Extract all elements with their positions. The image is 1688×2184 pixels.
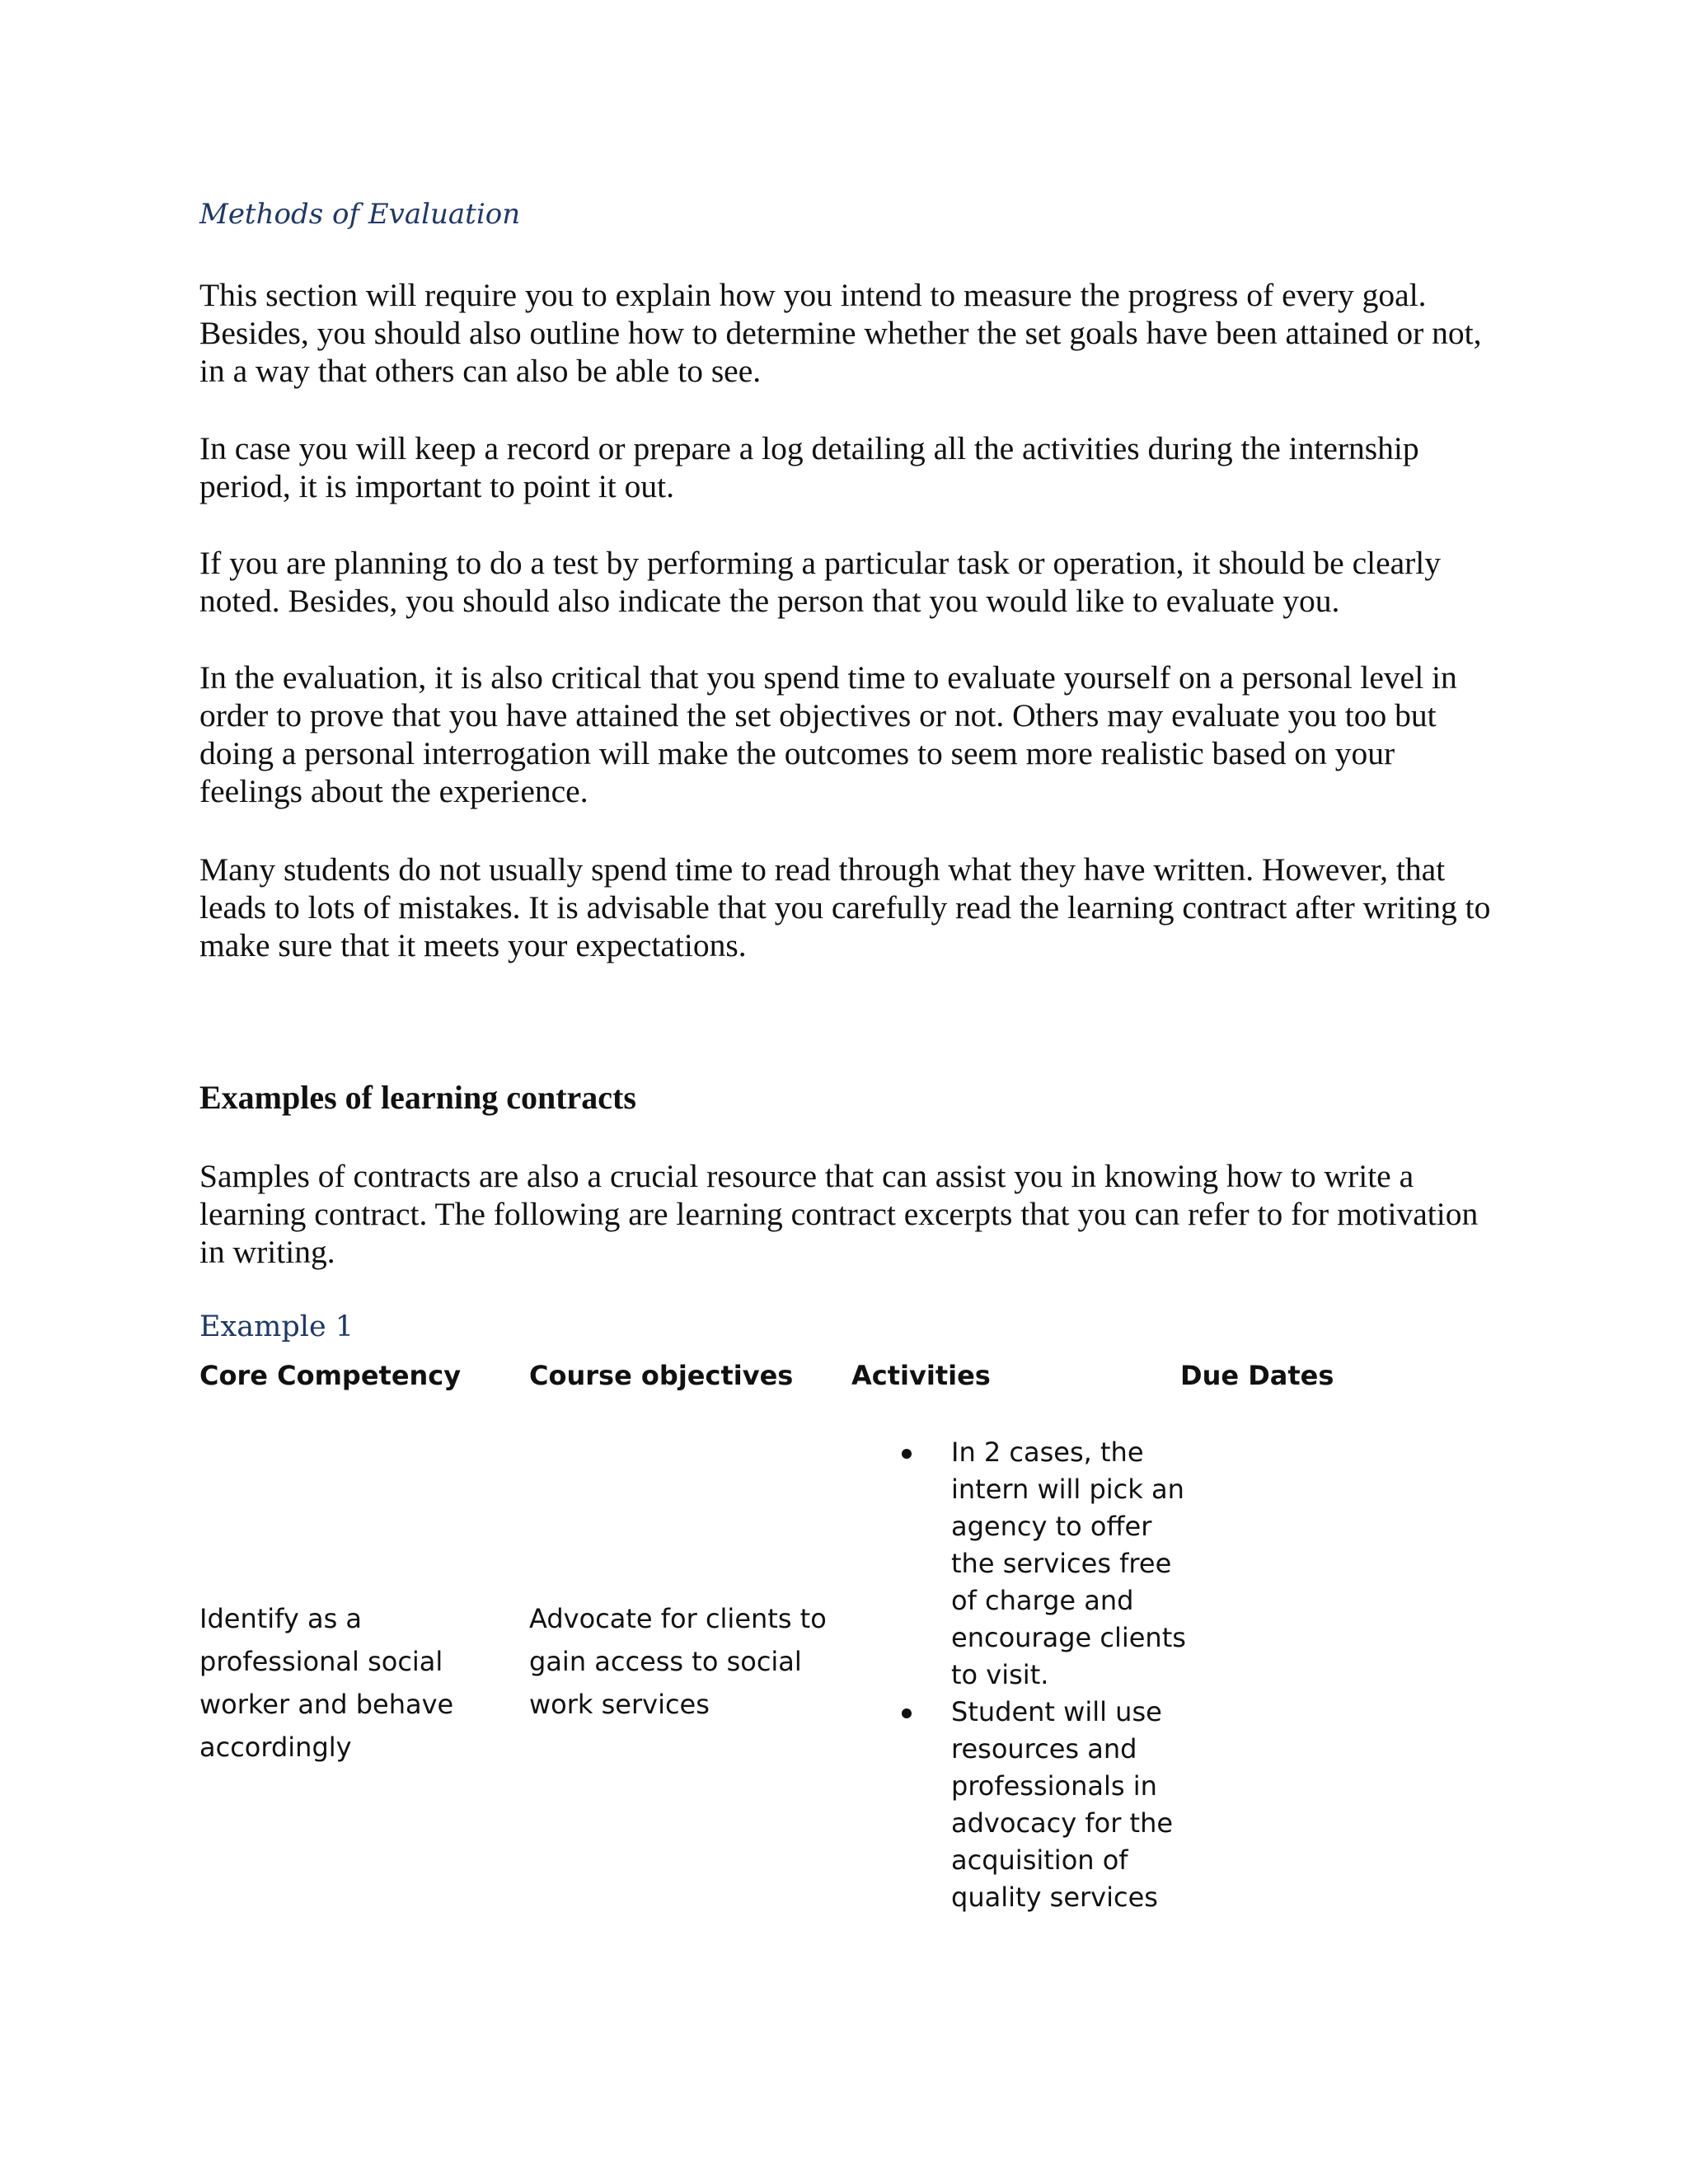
examples-heading: Examples of learning contracts [199, 1079, 636, 1116]
bullet-icon [902, 1708, 912, 1718]
activity-text: Student will use resources and professionals in advocacy for the acquisition of quality services [951, 1696, 1174, 1913]
activity-item [890, 1694, 1187, 1916]
header-due-dates: Due Dates [1180, 1360, 1334, 1391]
activity-text: In 2 cases, the intern will pick an agency to offer the services free of charge and encourage clients to visit. [951, 1436, 1186, 1690]
activities-list [890, 1434, 1187, 1916]
paragraph-keep-record: In case you will keep a record or prepare a log detailing all the activities during the internship period, it is important to point it out. [199, 430, 1419, 504]
cell-course-objective: Advocate for clients to gain access to social work services [529, 1603, 827, 1720]
header-activities: Activities [851, 1360, 991, 1391]
header-core-competency: Core Competency [199, 1360, 462, 1391]
paragraph-test-task: If you are planning to do a test by performing a particular task or operation, it should be clearly noted. Besides, you should also indicate the person that you would like to evaluate you. [199, 545, 1442, 619]
cell-core-competency: Identify as a professional social worker and behave accordingly [199, 1603, 454, 1763]
paragraph-proofread: Many students do not usually spend time to read through what they have written. However, that leads to lots of mistakes. It is advisable that you carefully read the learning contract after writing to make sure that it meets your expectations. [199, 851, 1491, 963]
methods-of-evaluation-heading: Methods of Evaluation [199, 198, 521, 231]
bullet-icon [902, 1449, 912, 1459]
activity-item [890, 1434, 1187, 1694]
paragraph-measure-progress: This section will require you to explain how you intend to measure the progress of every goal. Besides, you should also outline how to determine whether the set goals have been attained or not, in a way that others can also be able to see. [199, 277, 1482, 389]
header-course-objectives: Course objectives [529, 1360, 794, 1391]
example-1-label: Example 1 [199, 1310, 354, 1343]
examples-intro-paragraph: Samples of contracts are also a crucial resource that can assist you in knowing how to write a learning contract. The following are learning contract excerpts that you can refer to for motivation in writing. [199, 1158, 1479, 1270]
paragraph-self-evaluation: In the evaluation, it is also critical that you spend time to evaluate yourself on a personal level in order to prove that you have attained the set objectives or not. Others may evaluate you too but doing a personal interrogation will make the outcomes to seem more realistic based on your feelings about the experience. [199, 659, 1457, 809]
